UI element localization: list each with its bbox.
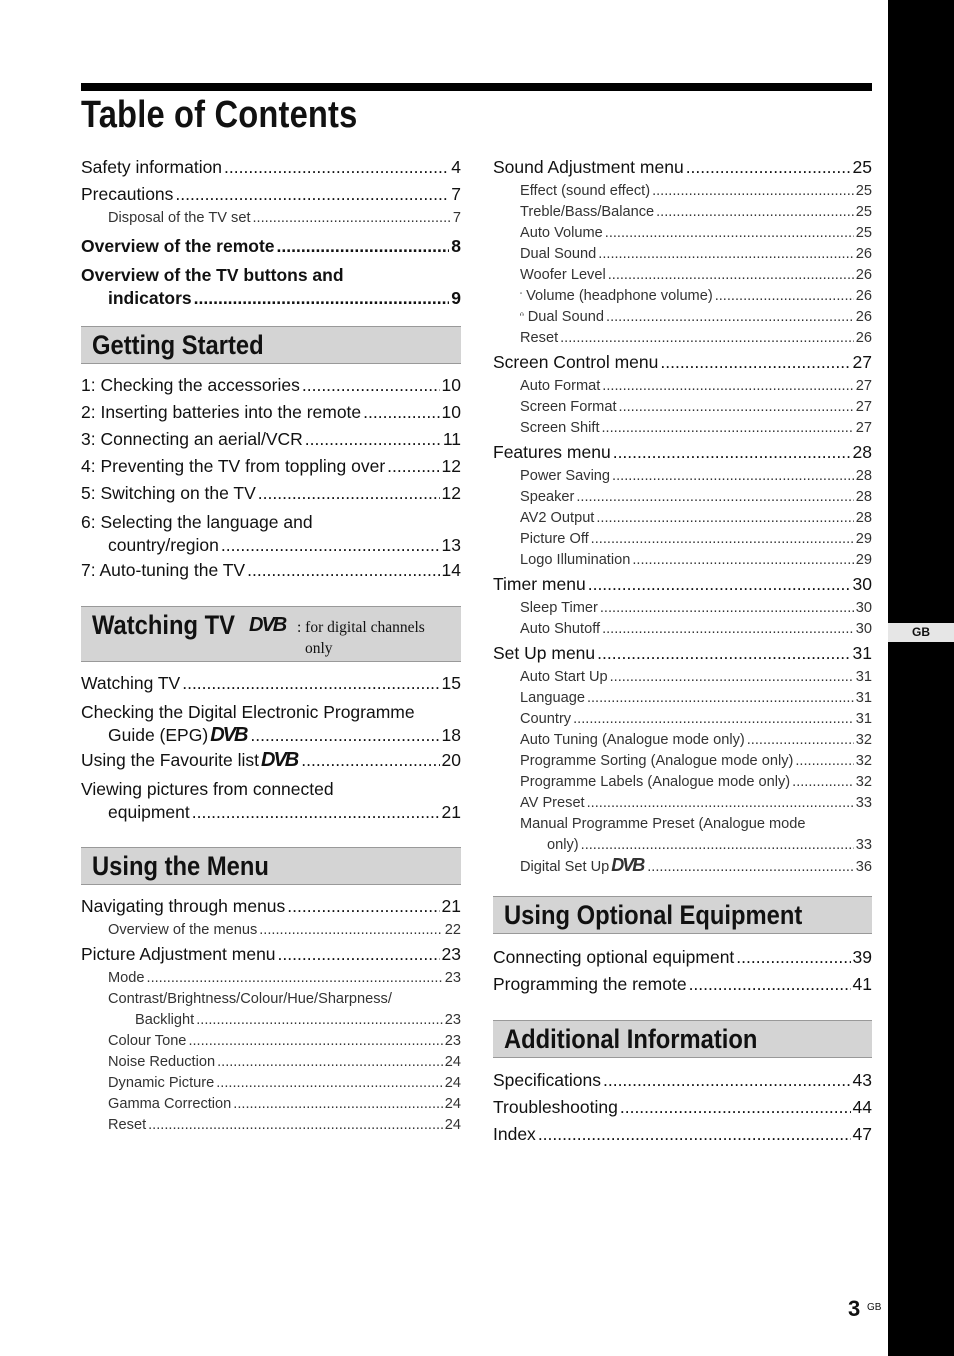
toc-entry-line[interactable]: Overview of the TV buttons and [81, 265, 344, 285]
toc-subentry[interactable]: Overview of the menus ..... 22 [81, 920, 461, 941]
toc-entry[interactable]: Index ..... 47 [493, 1121, 872, 1148]
getting-started-list [81, 372, 461, 584]
toc-subentry[interactable]: Effect (sound effect) ..... 25 [493, 181, 872, 202]
toc-entry[interactable]: Watching TV ..... 15 [81, 670, 461, 697]
toc-entry[interactable]: Features menu ..... 28 [493, 439, 872, 466]
toc-entry[interactable]: Specifications ..... 43 [493, 1067, 872, 1094]
toc-subentry[interactable]: Country ..... 31 [493, 709, 872, 730]
toc-entry[interactable]: Navigating through menus ..... 21 [81, 893, 461, 920]
headphone-icon [520, 286, 522, 300]
toc-subentry[interactable]: Treble/Bass/Balance ..... 25 [493, 202, 872, 223]
dvb-logo-icon: DVB [210, 724, 247, 746]
toc-subentry[interactable]: Screen Format ..... 27 [493, 397, 872, 418]
toc-entry[interactable]: Sound Adjustment menu ..... 25 [493, 154, 872, 181]
toc-entry[interactable]: country/region ..... 13 [81, 534, 461, 557]
watching-tv-list [81, 670, 461, 824]
title-rule [81, 83, 872, 91]
toc-subentry[interactable]: AV Preset ..... 33 [493, 793, 872, 814]
toc-entry[interactable]: Troubleshooting ..... 44 [493, 1094, 872, 1121]
toc-entry[interactable]: indicators ..... 9 [81, 287, 461, 310]
toc-subentry[interactable]: Dual Sound ..... 26 [493, 244, 872, 265]
page-number: 3 [848, 1296, 861, 1321]
toc-subentry[interactable]: Programme Labels (Analogue mode only) ..... 32 [493, 772, 872, 793]
toc-subentry[interactable]: Backlight ..... 23 [81, 1010, 461, 1031]
toc-entry[interactable]: Safety information ..... 4 [81, 154, 461, 181]
toc-subentry[interactable]: Dynamic Picture ..... 24 [81, 1073, 461, 1094]
toc-entry[interactable]: Programming the remote ..... 41 [493, 971, 872, 998]
toc-entry-line[interactable]: Viewing pictures from connected [81, 779, 334, 799]
toc-entry[interactable]: 5: Switching on the TV ..... 12 [81, 480, 461, 507]
page-number-suffix: GB [867, 1302, 882, 1313]
section-header-using-the-menu: Using the Menu [81, 847, 461, 885]
toc-subentry[interactable]: Dual Sound ..... 26 [493, 307, 872, 328]
left-column [81, 154, 461, 310]
toc-subentry[interactable]: Logo Illumination ..... 29 [493, 550, 872, 571]
toc-entry-line[interactable]: 6: Selecting the language and [81, 512, 313, 532]
toc-subentry[interactable]: Volume (headphone volume) ..... 26 [493, 286, 872, 307]
toc-entry[interactable]: Using the Favourite list DVB ..... 20 [81, 747, 461, 774]
toc-entry[interactable]: 3: Connecting an aerial/VCR ..... 11 [81, 426, 461, 453]
toc-entry[interactable]: Picture Adjustment menu ..... 23 [81, 941, 461, 968]
dvb-logo-icon: DVB [261, 749, 298, 771]
dvb-logo-icon: DVB [249, 614, 286, 636]
toc-subentry[interactable]: Sleep Timer ..... 30 [493, 598, 872, 619]
toc-subentry[interactable]: Auto Volume ..... 25 [493, 223, 872, 244]
toc-subentry[interactable]: AV2 Output ..... 28 [493, 508, 872, 529]
toc-subentry[interactable]: Disposal of the TV set ..... 7 [81, 208, 461, 229]
toc-subentry[interactable]: Speaker ..... 28 [493, 487, 872, 508]
toc-entry[interactable]: 2: Inserting batteries into the remote ..... 10 [81, 399, 461, 426]
using-menu-list [81, 893, 461, 1136]
toc-subentry[interactable]: Auto Format ..... 27 [493, 376, 872, 397]
side-bar [888, 0, 954, 1356]
toc-subentry[interactable]: Auto Shutoff ..... 30 [493, 619, 872, 640]
language-tab: GB [888, 623, 954, 642]
toc-subentry[interactable]: Gamma Correction ..... 24 [81, 1094, 461, 1115]
toc-subentry[interactable]: Reset ..... 26 [493, 328, 872, 349]
toc-subentry[interactable]: Power Saving ..... 28 [493, 466, 872, 487]
toc-entry[interactable]: Precautions ..... 7 [81, 181, 461, 208]
toc-subentry[interactable]: Colour Tone ..... 23 [81, 1031, 461, 1052]
toc-subentry[interactable]: Screen Shift ..... 27 [493, 418, 872, 439]
toc-subentry[interactable]: Auto Start Up ..... 31 [493, 667, 872, 688]
dvb-logo-icon: DVB [611, 855, 644, 875]
toc-entry[interactable]: Set Up menu ..... 31 [493, 640, 872, 667]
toc-entry[interactable]: Guide (EPG) DVB ..... 18 [81, 724, 461, 747]
toc-entry[interactable]: Timer menu ..... 30 [493, 571, 872, 598]
toc-subentry[interactable]: Mode ..... 23 [81, 968, 461, 989]
toc-entry[interactable]: 7: Auto-tuning the TV ..... 14 [81, 557, 461, 584]
section-header-using-optional-equipment: Using Optional Equipment [493, 896, 872, 934]
toc-subentry[interactable]: Picture Off ..... 29 [493, 529, 872, 550]
toc-subentry[interactable]: Digital Set Up DVB ..... 36 [493, 856, 872, 877]
toc-entry[interactable]: equipment ..... 21 [81, 801, 461, 824]
section-header-watching-tv: Watching TV DVB : for digital channels only [81, 606, 461, 662]
toc-entry[interactable]: Overview of the remote ..... 8 [81, 233, 461, 260]
toc-subentry-line[interactable]: Manual Programme Preset (Analogue mode [520, 816, 806, 832]
right-column [493, 154, 872, 877]
page-title: Table of Contents [81, 94, 358, 136]
headphone-icon [520, 307, 524, 321]
toc-entry[interactable]: 1: Checking the accessories ..... 10 [81, 372, 461, 399]
optional-equipment-list [493, 944, 872, 998]
toc-subentry[interactable]: Noise Reduction ..... 24 [81, 1052, 461, 1073]
toc-entry[interactable]: 4: Preventing the TV from toppling over ..... 12 [81, 453, 461, 480]
toc-entry[interactable]: Connecting optional equipment ..... 39 [493, 944, 872, 971]
toc-subentry[interactable]: only) ..... 33 [493, 835, 872, 856]
section-header-getting-started: Getting Started [81, 326, 461, 364]
section-header-additional-information: Additional Information [493, 1020, 872, 1058]
toc-entry[interactable]: Screen Control menu ..... 27 [493, 349, 872, 376]
toc-subentry[interactable]: Auto Tuning (Analogue mode only) ..... 32 [493, 730, 872, 751]
toc-subentry[interactable]: Reset ..... 24 [81, 1115, 461, 1136]
digital-note: : for digital channels only [297, 619, 425, 657]
toc-subentry[interactable]: Programme Sorting (Analogue mode only) ..... 32 [493, 751, 872, 772]
toc-entry-line[interactable]: Checking the Digital Electronic Programme [81, 702, 415, 722]
additional-information-list [493, 1067, 872, 1148]
toc-subentry-line[interactable]: Contrast/Brightness/Colour/Hue/Sharpness/ [108, 991, 392, 1007]
toc-subentry[interactable]: Woofer Level ..... 26 [493, 265, 872, 286]
toc-subentry[interactable]: Language ..... 31 [493, 688, 872, 709]
